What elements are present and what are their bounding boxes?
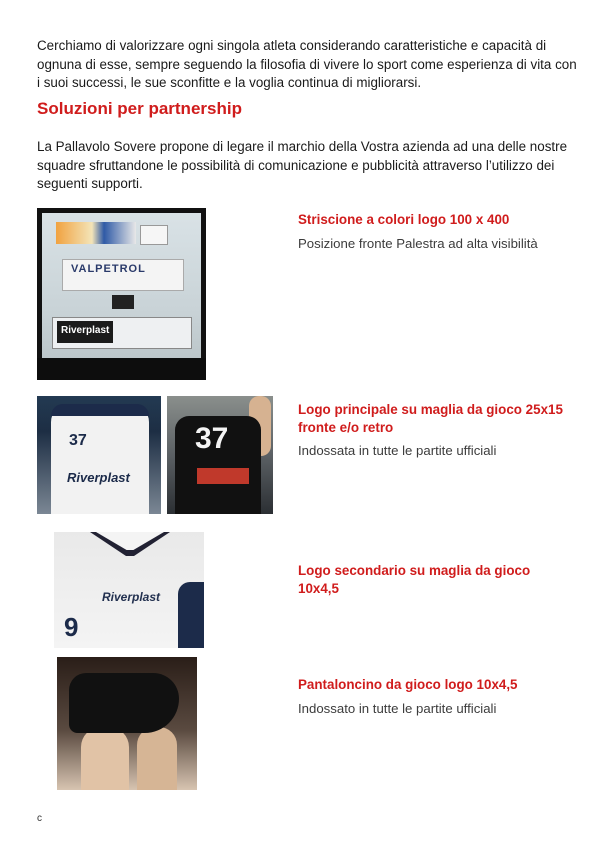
section-heading: Soluzioni per partnership (37, 99, 242, 118)
jersey-back-photo (167, 396, 273, 514)
item-description: Indossata in tutte le partite ufficiali (298, 443, 497, 458)
section-paragraph: La Pallavolo Sovere propone di legare il marchio della Vostra azienda ad una delle nostre squadre sfruttandone le possibilità di comunicazione e pubblicità attraverso l’utilizzo dei seguenti supporti. (37, 139, 568, 191)
secondary-logo-text: Riverplast (102, 590, 161, 604)
item-description: Indossato in tutte le partite ufficiali (298, 700, 497, 716)
jersey-number-front: 37 (69, 432, 87, 449)
jersey-number-back: 37 (195, 422, 229, 455)
shorts-photo (57, 657, 197, 790)
banner-logo-text: Riverplast (61, 325, 110, 336)
item-title: Logo secondario su maglia da gioco 10x4,5 (298, 563, 531, 596)
item-description: Posizione fronte Palestra ad alta visibilità (298, 235, 538, 251)
secondary-logo-photo (54, 532, 204, 648)
intro-paragraph: Cerchiamo di valorizzare ogni singola atleta considerando caratteristiche e capacità di ognuna di esse, sempre seguendo la filosofia di vivere lo sport come esperienza di vita con i suoi successi, le sue sconfitte e la voglia continua di migliorarsi. (37, 38, 577, 90)
item-title: Logo principale su maglia da gioco 25x15 fronte e/o retro (298, 402, 563, 435)
item-banner (298, 211, 568, 252)
banner-photo (37, 208, 206, 380)
item-title: Striscione a colori logo 100 x 400 (298, 212, 510, 227)
item-secondary-logo (298, 562, 568, 597)
jersey-front-photo (37, 396, 161, 514)
item-main-logo (298, 401, 568, 459)
jersey-logo-text: Riverplast (67, 470, 130, 485)
page-number: c (37, 813, 42, 824)
secondary-number: 9 (64, 612, 79, 642)
banner-sponsor-text: VALPETROL (71, 263, 146, 275)
item-shorts (298, 676, 568, 717)
item-title: Pantaloncino da gioco logo 10x4,5 (298, 677, 518, 692)
